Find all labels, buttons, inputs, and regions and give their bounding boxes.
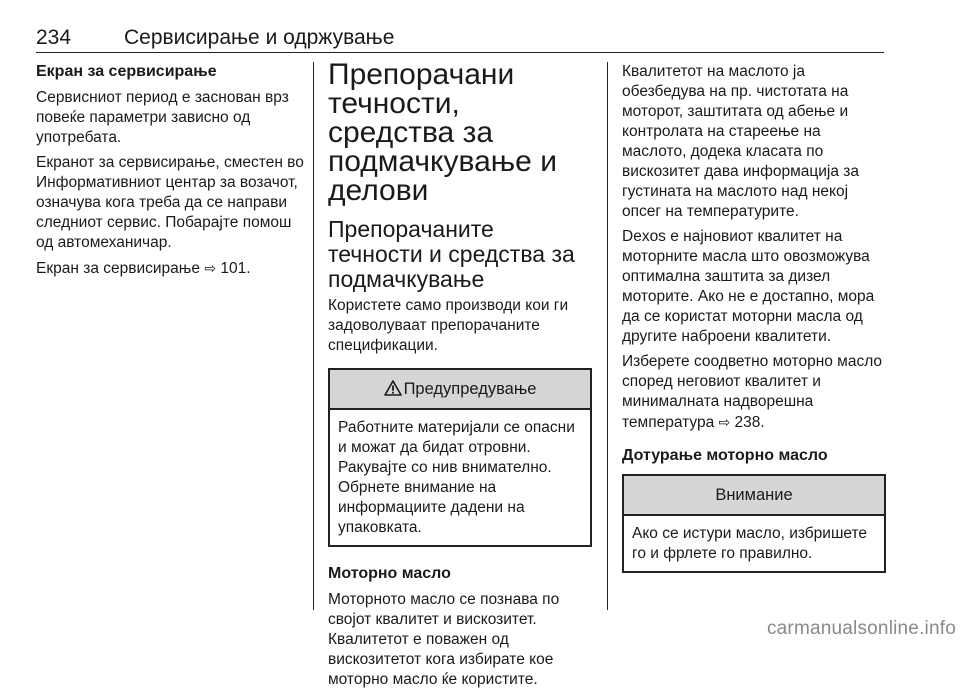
column-middle [328,58,592,695]
page-ref-arrow-icon[interactable]: ⇨ [204,260,217,276]
page-header [36,24,884,53]
watermark: carmanualsonline.info [766,618,956,639]
notice-box-header [624,476,884,516]
paragraph [622,352,886,433]
notice-title: Внимание [715,486,793,504]
column-left [36,62,304,284]
page-ref-link[interactable]: 238. [730,414,765,431]
warning-title: Предупредување [403,380,537,398]
ref-text: Екран за сервисирање [36,260,205,277]
notice-box-body [624,516,884,571]
notice-text: Ако се истури масло, избришете го и фрлете го правилно. [632,525,868,562]
paragraph: Екранот за сервисирање, сместен во Информативниот центар за возачот, означува кога треба да се направи следниот сервис. Побарајте помош од автомеханичар. [36,154,304,251]
chapter-title: Сервисирање и одржување [124,26,395,49]
warning-triangle-icon [384,380,402,396]
paragraph: Користете само производи кои ги задоволуваат препорачаните спецификации. [328,297,569,354]
paragraph: Моторното масло се познава по својот квалитет и вискозитет. Квалитетот е поважен од вискозитетот кога избирате кое моторно масло ќе користите. [328,591,560,688]
warning-text: Работните материјали се опасни и можат да бидат отровни. Ракувајте со нив внимателно. Обрнете внимание на информациите дадени на упаковката. [338,419,575,536]
service-display-heading: Екран за сервисирање [36,63,217,80]
paragraph: Dexos е најновиот квалитет на моторните масла што овозможува оптимална заштита за дизел моторите. Ако не е достапно, мора да се користат моторни масла од другите наброени квалитети. [622,228,875,345]
page-ref-arrow-icon[interactable]: ⇨ [718,414,731,430]
topup-oil-heading: Дотурање моторно масло [622,447,828,464]
column-right [622,62,886,573]
section-heading: Препорачаните течности и средства за подмачкување [328,216,575,292]
engine-oil-heading: Моторно масло [328,565,451,582]
paragraph: Сервисниот период е заснован врз повеќе параметри зависно од употребата. [36,89,289,146]
column-divider [607,62,608,610]
warning-box-header [330,370,590,410]
page-ref-link[interactable]: 101. [216,260,251,277]
paragraph: Квалитетот на маслото ја обезбедува на пр. чистотата на моторот, заштитата од абење и контролата на стареење на маслото, додека класата по вискозитет дава информација за густината на маслото над некој опсег на температурите. [622,63,860,220]
page-number: 234 [36,26,72,49]
warning-box-body [330,410,590,545]
column-divider [313,62,314,610]
paragraph [36,258,304,279]
warning-box [328,368,592,547]
notice-box [622,474,886,573]
main-heading: Препорачани течности, средства за подмачкување и делови [328,58,557,207]
ref-text: Изберете соодветно моторно масло според неговиот квалитет и минималната надворешна температура [622,353,883,431]
